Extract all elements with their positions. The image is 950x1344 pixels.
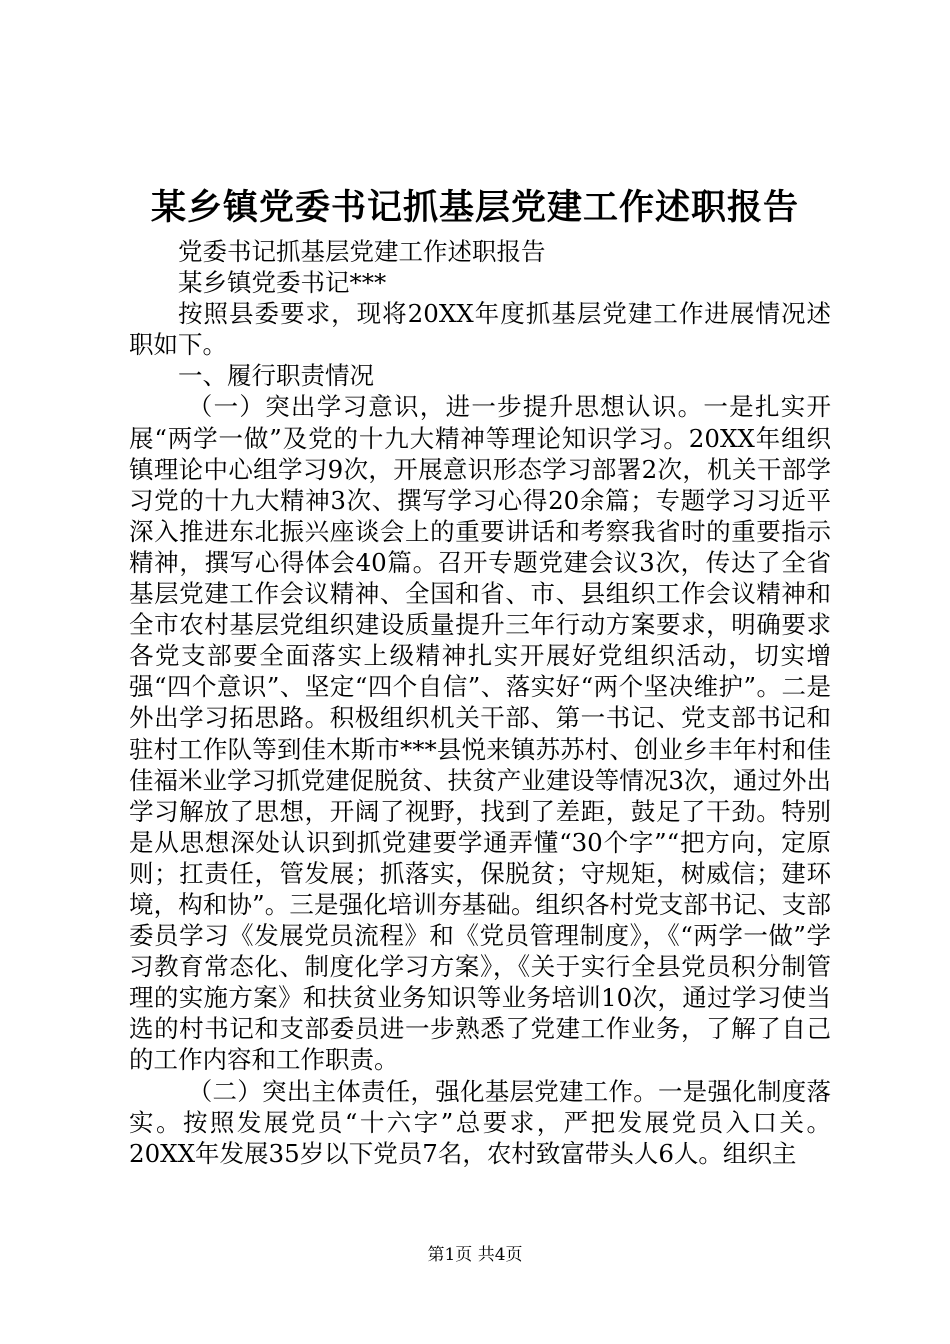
paragraph-author: 某乡镇党委书记*** [178, 268, 387, 298]
paragraph-intro: 按照县委要求，现将20XX年度抓基层党建工作进展情况述职如下。 [129, 299, 831, 360]
document-title: 某乡镇党委书记抓基层党建工作述职报告 [150, 187, 799, 228]
document-body [129, 236, 831, 1169]
paragraph-section-2: （二）突出主体责任，强化基层党建工作。一是强化制度落实。按照发展党员“十六字”总要求，严把发展党员入口关。20XX年发展35岁以下党员7名，农村致富带头人6人。组织主 [129, 1076, 831, 1168]
page-footer: 第1页 共4页 [427, 1245, 523, 1265]
paragraph-subtitle: 党委书记抓基层党建工作述职报告 [178, 237, 546, 266]
section-heading: 一、履行职责情况 [178, 361, 374, 391]
paragraph-section-1: （一）突出学习意识，进一步提升思想认识。一是扎实开展“两学一做”及党的十九大精神等理论知识学习。20XX年组织镇理论中心组学习9次，开展意识形态学习部署2次，机关干部学习党的十九大精神3次、撰写学习心得20余篇；专题学习习近平深入推进东北振兴座谈会上的重要讲话和考察我省时的重要指示精神，撰写心得体会40篇。召开专题党建会议3次，传达了全省基层党建工作会议精神、全国和省、市、县组织工作会议精神和全市农村基层党组织建设质量提升三年行动方案要求，明确要求各党支部要全面落实上级精神扎实开展好党组织活动，切实增强“四个意识”、坚定“四个自信”、落实好“两个坚决维护”。二是外出学习拓思路。积极组织机关干部、第一书记、党支部书记和驻村工作队等到佳木斯市***县悦来镇苏苏村、创业乡丰年村和佳佳福米业学习抓党建促脱贫、扶贫产业建设等情况3次，通过外出学习解放了思想，开阔了视野，找到了差距，鼓足了干劲。特别是从思想深处认识到抓党建要学通弄懂“30个字”“把方向，定原则；扛责任，管发展；抓落实，保脱贫；守规矩，树威信；建环境，构和协”。三是强化培训夯基础。组织各村党支部书记、支部委员学习《发展党员流程》和《党员管理制度》，《“两学一做”学习教育常态化、制度化学习方案》，《关于实行全县党员积分制管理的实施方案》和扶贫业务知识等业务培训10次，通过学习使当选的村书记和支部委员进一步熟悉了党建工作业务，了解了自己的工作内容和工作职责。 [129, 392, 831, 1075]
